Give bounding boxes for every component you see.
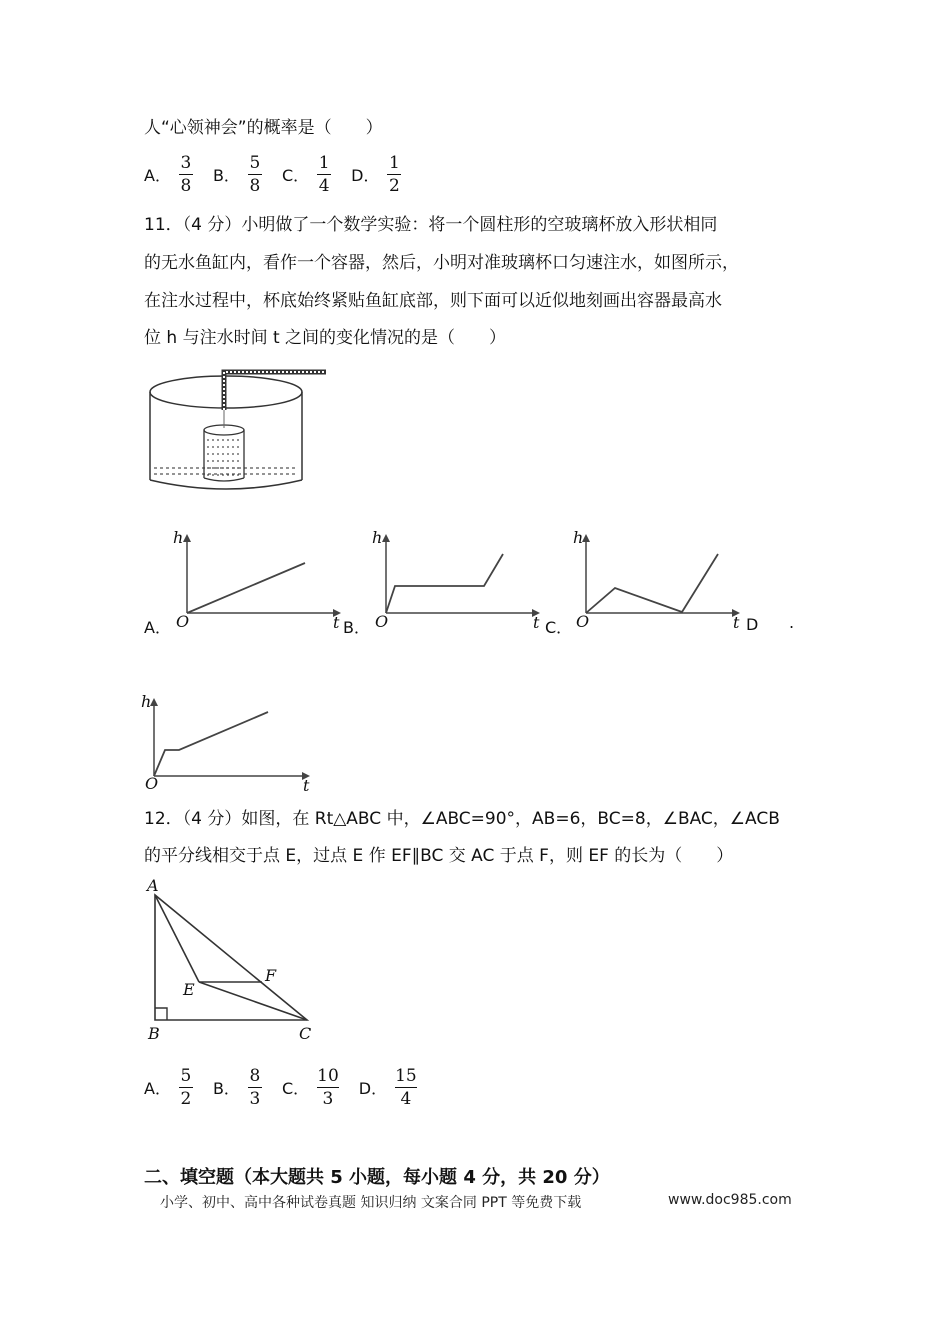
q10-option-a[interactable] [144, 154, 193, 195]
fraction [317, 1067, 339, 1108]
option-letter: D． [351, 166, 380, 185]
denominator: 4 [400, 1089, 412, 1109]
axis-t-label: t [303, 776, 310, 795]
q11-graph-a [168, 528, 348, 633]
q10-option-c[interactable] [282, 154, 331, 195]
denominator: 8 [180, 176, 192, 196]
denominator: 4 [318, 176, 330, 196]
q11-graph-b [367, 528, 547, 633]
numerator: 15 [395, 1066, 417, 1086]
q11-option-d-label[interactable]: D [746, 615, 759, 634]
fraction [179, 1067, 193, 1108]
point-f-label: F [265, 966, 277, 985]
axis-origin-label: O [375, 612, 389, 631]
axis-t-label: t [333, 613, 340, 632]
q10-options [144, 154, 421, 195]
q10-option-d[interactable] [351, 154, 401, 195]
q11-option-a-label[interactable]: A． [144, 618, 171, 637]
axis-t-label: t [533, 613, 540, 632]
q12-option-c[interactable] [282, 1067, 339, 1108]
denominator: 3 [322, 1089, 334, 1109]
option-letter: B． [212, 166, 240, 185]
option-letter: C． [281, 166, 310, 185]
denominator: 8 [249, 176, 261, 196]
point-e-label: E [183, 980, 195, 999]
q12-option-b[interactable] [213, 1067, 262, 1108]
option-letter: D． [358, 1079, 388, 1098]
option-letter: A． [144, 1079, 171, 1098]
axis-origin-label: O [145, 774, 159, 793]
numerator: 5 [249, 153, 261, 173]
numerator: 8 [249, 1066, 261, 1086]
option-letter: A． [144, 166, 171, 185]
point-a-label: A [147, 876, 159, 895]
point-c-label: C [299, 1024, 312, 1043]
denominator: 3 [249, 1089, 261, 1109]
triangle-figure [140, 880, 330, 1045]
axis-h-label: h [141, 692, 152, 711]
fraction [317, 154, 331, 195]
numerator: 3 [180, 153, 192, 173]
q11-stem-line-2: 的无水鱼缸内，看作一个容器，然后，小明对准玻璃杯口匀速注水，如图所示， [144, 253, 739, 273]
q12-stem-line-1: 12．（4 分）如图，在 Rt△ABC 中，∠ABC=90°，AB=6，BC=8，∠BAC，∠ACB [144, 809, 780, 829]
axis-origin-label: O [576, 612, 590, 631]
q11-stem-line-1: 11．（4 分）小明做了一个数学实验：将一个圆柱形的空玻璃杯放入形状相同 [144, 215, 718, 235]
axis-h-label: h [173, 528, 184, 547]
q10-stem-tail: 人“心领神会”的概率是（ ） [144, 118, 383, 138]
fraction [248, 154, 262, 195]
q12-stem-line-2: 的平分线相交于点 E，过点 E 作 EF∥BC 交 AC 于点 F，则 EF 的长为（ ） [144, 846, 734, 866]
axis-t-label: t [733, 613, 740, 632]
denominator: 2 [180, 1089, 192, 1109]
fraction [387, 154, 401, 195]
numerator: 5 [180, 1066, 192, 1086]
q11-option-c-label[interactable]: C． [545, 618, 573, 637]
axis-h-label: h [372, 528, 383, 547]
option-letter: C． [281, 1079, 310, 1098]
numerator: 10 [317, 1066, 339, 1086]
q12-option-a[interactable] [144, 1067, 193, 1108]
q11-option-b-label[interactable]: B． [343, 618, 370, 637]
q11-option-d-dot: . [789, 613, 795, 632]
section-2-heading: 二、填空题（本大题共 5 小题，每小题 4 分，共 20 分） [144, 1167, 610, 1188]
numerator: 1 [389, 153, 400, 173]
axis-origin-label: O [176, 612, 190, 631]
aquarium-figure [144, 360, 334, 495]
q11-graph-c [567, 528, 747, 633]
q12-option-d[interactable] [359, 1067, 417, 1108]
point-b-label: B [148, 1024, 160, 1043]
fraction [248, 1067, 262, 1108]
q11-stem-line-4: 位 h 与注水时间 t 之间的变化情况的是（ ） [144, 328, 507, 348]
axis-h-label: h [573, 528, 584, 547]
q11-graph-d [135, 692, 315, 797]
footer-url[interactable]: www.doc985.com [668, 1192, 792, 1208]
fraction [179, 154, 193, 195]
q12-options [144, 1067, 437, 1108]
option-letter: B． [212, 1079, 240, 1098]
q11-stem-line-3: 在注水过程中，杯底始终紧贴鱼缸底部，则下面可以近似地刻画出容器最高水 [144, 291, 722, 311]
fraction [395, 1067, 417, 1108]
denominator: 2 [389, 176, 400, 196]
footer-text: 小学、初中、高中各种试卷真题 知识归纳 文案合同 PPT 等免费下载 [160, 1195, 582, 1211]
q10-option-b[interactable] [213, 154, 262, 195]
numerator: 1 [318, 153, 330, 173]
